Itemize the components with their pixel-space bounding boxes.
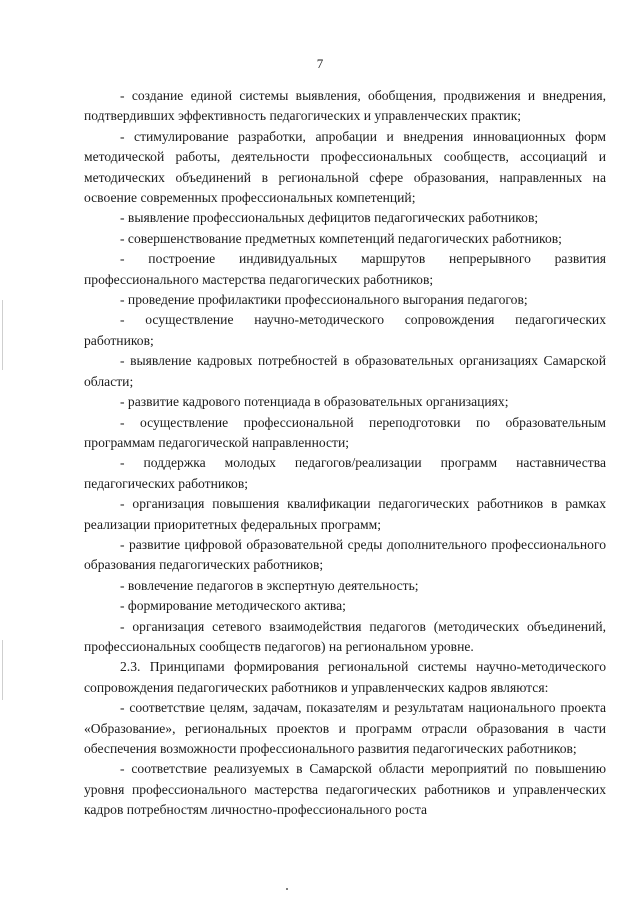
- paragraph: - построение индивидуальных маршрутов непрерывного развития профессионального мастерства педагогических работников;: [84, 251, 606, 287]
- scan-edge-mark: [2, 300, 3, 370]
- paragraph: - организация повышения квалификации педагогических работников в рамках реализации приоритетных федеральных программ;: [84, 496, 606, 532]
- scan-edge-mark: [2, 640, 3, 700]
- paragraph: - выявление кадровых потребностей в образовательных организациях Самарской области;: [84, 353, 606, 389]
- page-number: 7: [316, 56, 324, 71]
- paragraph: - соответствие целям, задачам, показателям и результатам национального проекта «Образование», региональных проектов и программ отрасли образования в части обеспечения возможности профессионального развития педагогических работников;: [84, 700, 606, 756]
- paragraph: - проведение профилактики профессионального выгорания педагогов;: [120, 292, 528, 308]
- paragraph: 2.3. Принципами формирования региональной системы научно-методического сопровождения педагогических работников и управленческих кадров являются:: [84, 659, 606, 695]
- paragraph: - выявление профессиональных дефицитов педагогических работников;: [120, 210, 539, 226]
- paragraph: - совершенствование предметных компетенций педагогических работников;: [120, 230, 562, 246]
- paragraph: - осуществление научно-методического сопровождения педагогических работников;: [84, 312, 606, 348]
- paragraph: - развитие цифровой образовательной среды дополнительного профессионального образования педагогических работников;: [84, 536, 606, 573]
- paragraph: - развитие кадрового потенциада в образовательных организациях;: [120, 394, 509, 410]
- paragraph: - организация сетевого взаимодействия педагогов (методических объединений, профессиональных сообществ педагогов) на региональном уровне.: [84, 618, 606, 654]
- paragraph: - стимулирование разработки, апробации и внедрения инновационных форм методической работы, деятельности профессиональных сообществ, ассоциаций и методических объединений в региональной сфере образования, направленных на освоение современных профессиональных компетенций;: [84, 128, 606, 206]
- scan-speck: [286, 888, 288, 890]
- paragraph: - соответствие реализуемых в Самарской области мероприятий по повышению уровня профессионального мастерства педагогических работников и управленческих кадров потребностям личностно-профессионального роста: [84, 761, 606, 818]
- paragraph: - вовлечение педагогов в экспертную деятельность;: [120, 577, 419, 593]
- document-body: [84, 86, 606, 821]
- paragraph: - поддержка молодых педагогов/реализации программ наставничества педагогических работников;: [84, 455, 606, 491]
- paragraph: - осуществление профессиональной переподготовки по образовательным программам педагогической направленности;: [84, 414, 606, 450]
- paragraph: - создание единой системы выявления, обобщения, продвижения и внедрения, подтвердивших эффективность педагогических и управленческих практик;: [84, 88, 606, 124]
- paragraph: - формирование методического актива;: [120, 598, 346, 614]
